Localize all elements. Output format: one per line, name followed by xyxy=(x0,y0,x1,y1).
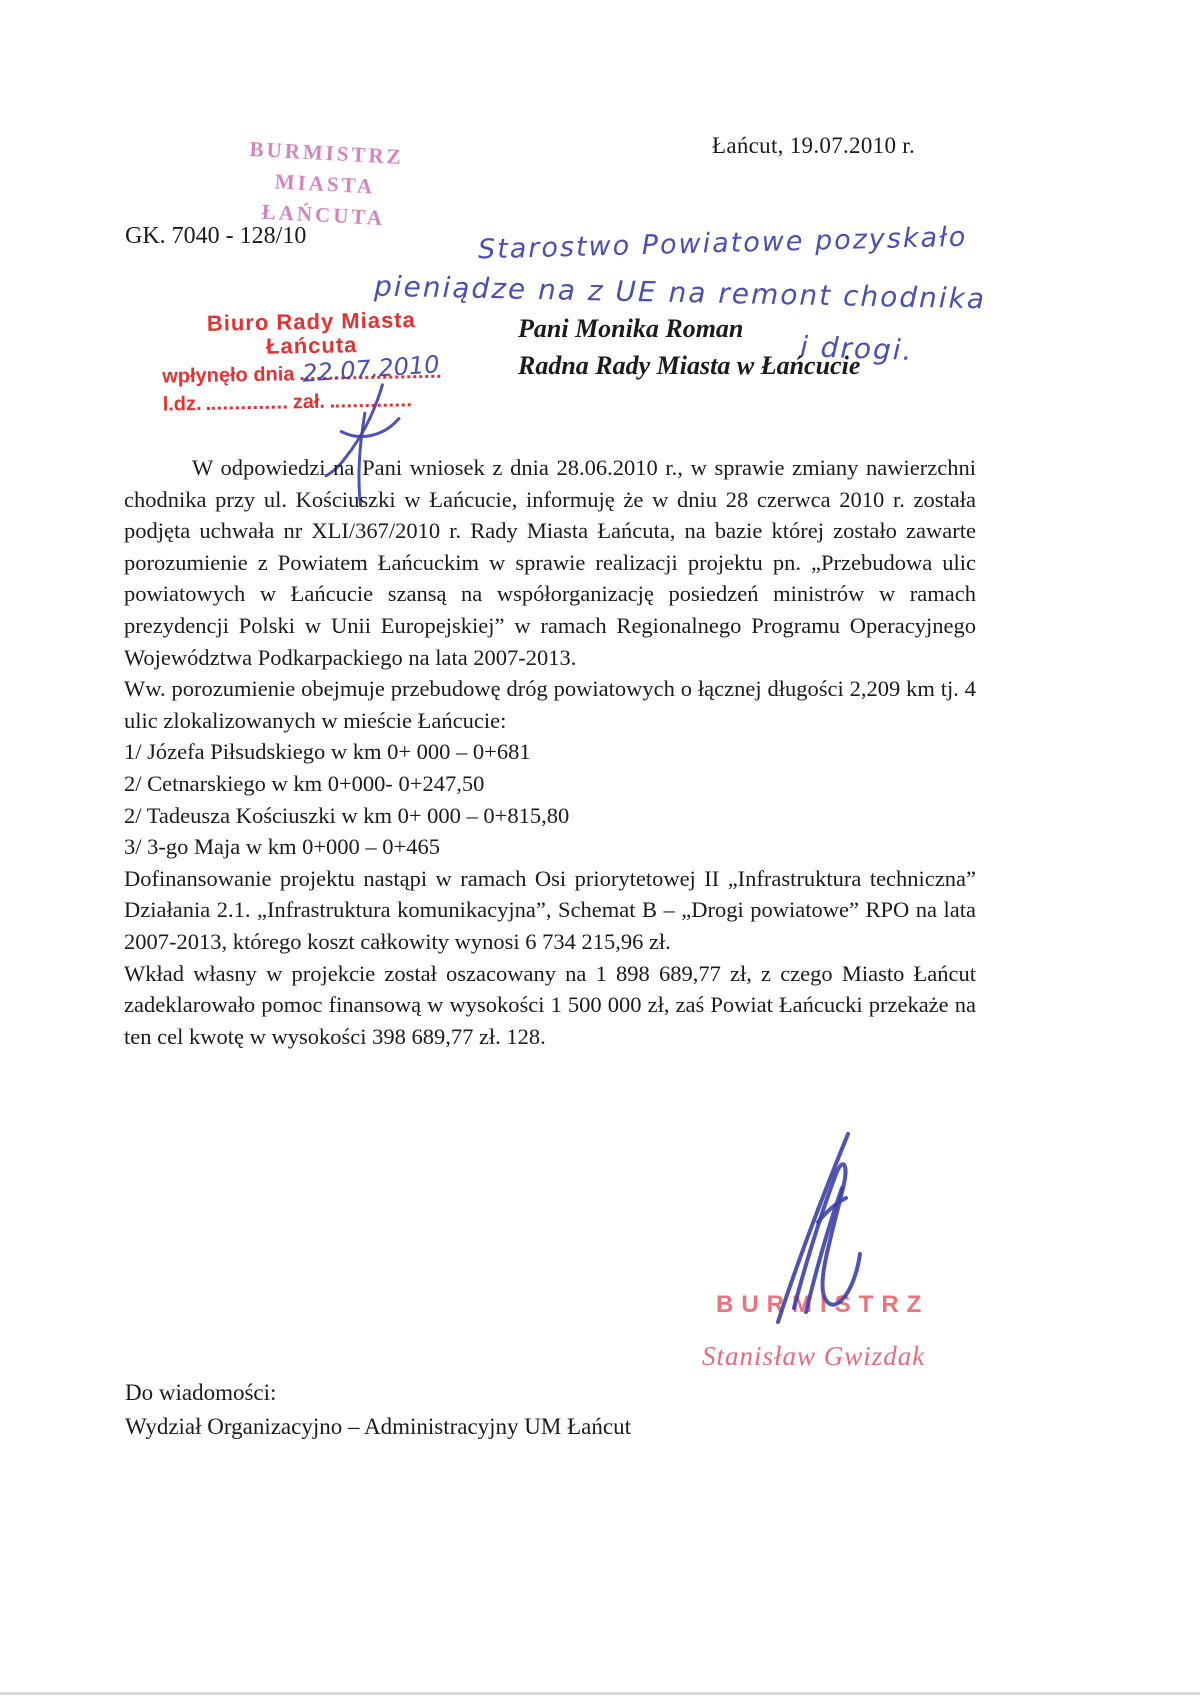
body-list-item: 3/ 3-go Maja w km 0+000 – 0+465 xyxy=(124,834,440,860)
cc-block xyxy=(125,1376,631,1444)
handwritten-note-line1: Starostwo Powiatowe pozyskało xyxy=(477,221,968,266)
received-date-label: wpłynęło dnia xyxy=(162,363,295,388)
place-date: Łańcut, 19.07.2010 r. xyxy=(712,133,916,158)
ldz-dotted-line xyxy=(207,391,287,409)
zal-label: zał. xyxy=(292,390,326,414)
body-paragraph: W odpowiedzi na Pani wniosek z dnia 28.06.2010 r., w sprawie zmiany nawierzchni chodnika przy ul. Kościuszki w Łańcucie, informuję że w dniu 28 czerwca 2010 r. została podjęta uchwała nr XLI/367/2010 r. Rady Miasta Łańcuta, na bazie której zostało zawarte porozumienie z Powiatem Łańcuckim w sprawie realizacji projektu pn. „Przebudowa ulic powiatowych w Łańcucie szansą na współorganizację posiedzeń ministrów w ramach prezydencji Polski w Unii Europejskiej” w ramach Regionalnego Programu Operacyjnego Województwa Podkarpackiego na lata 2007-2013. xyxy=(124,455,976,670)
sender-stamp-line1: BURMISTRZ xyxy=(249,137,405,170)
handwritten-note-line3: i drogi. xyxy=(799,330,915,367)
reference-number: GK. 7040 - 128/10 xyxy=(125,223,307,249)
sender-stamp xyxy=(208,132,443,237)
received-stamp-org-line2: Łańcuta xyxy=(265,332,358,359)
letter-body xyxy=(124,452,976,1052)
body-paragraph: Dofinansowanie projektu nastąpi w ramach Osi priorytetowej II „Infrastruktura techniczna” Działania 2.1. „Infrastruktura komunikacyjna”, Schemat B – „Drogi powiatowe” RPO na lata 2007-2013, którego koszt całkowity wynosi 6 734 215,96 zł. xyxy=(124,865,976,954)
cc-label: Do wiadomości: xyxy=(125,1380,277,1405)
scan-edge-artifact xyxy=(0,1692,1200,1695)
cc-recipient: Wydział Organizacyjno – Administracyjny UM Łańcut xyxy=(125,1414,631,1439)
sender-stamp-line2: MIASTA ŁAŃCUTA xyxy=(261,169,386,231)
handwritten-received-date: 22.07.2010 xyxy=(301,350,441,388)
body-paragraph: Wkład własny w projekcie został oszacowany na 1 898 689,77 zł, z czego Miasto Łańcut zadeklarowało pomoc finansową w wysokości 1 500 000 zł, zaś Powiat Łańcucki przekaże na ten cel kwotę w wysokości 398 689,77 zł. 128. xyxy=(124,960,976,1049)
mayor-signature-scribble xyxy=(748,1126,898,1336)
received-stamp-org-line1: Biuro Rady Miasta xyxy=(206,307,416,336)
addressee-block xyxy=(518,310,860,384)
ldz-label: l.dz. xyxy=(162,392,202,416)
body-list-item: 1/ Józefa Piłsudskiego w km 0+ 000 – 0+681 xyxy=(124,739,531,765)
body-paragraph: Ww. porozumienie obejmuje przebudowę dróg powiatowych o łącznej długości 2,209 km tj. 4 ulic zlokalizowanych w mieście Łańcucie: xyxy=(124,676,976,733)
handwritten-note-line2: pieniądze na z UE na remont chodnika xyxy=(373,269,987,316)
received-stamp xyxy=(161,307,463,416)
addressee-title: Radna Rady Miasta w Łańcucie xyxy=(518,351,861,380)
addressee-name: Pani Monika Roman xyxy=(518,314,744,343)
body-list-item: 2/ Cetnarskiego w km 0+000- 0+247,50 xyxy=(124,770,485,796)
mayor-title-stamp: BURMISTRZ xyxy=(716,1291,930,1318)
body-list-item: 2/ Tadeusza Kościuszki w km 0+ 000 – 0+815,80 xyxy=(124,802,570,828)
signer-name-stamp: Stanisław Gwizdak xyxy=(702,1341,926,1371)
